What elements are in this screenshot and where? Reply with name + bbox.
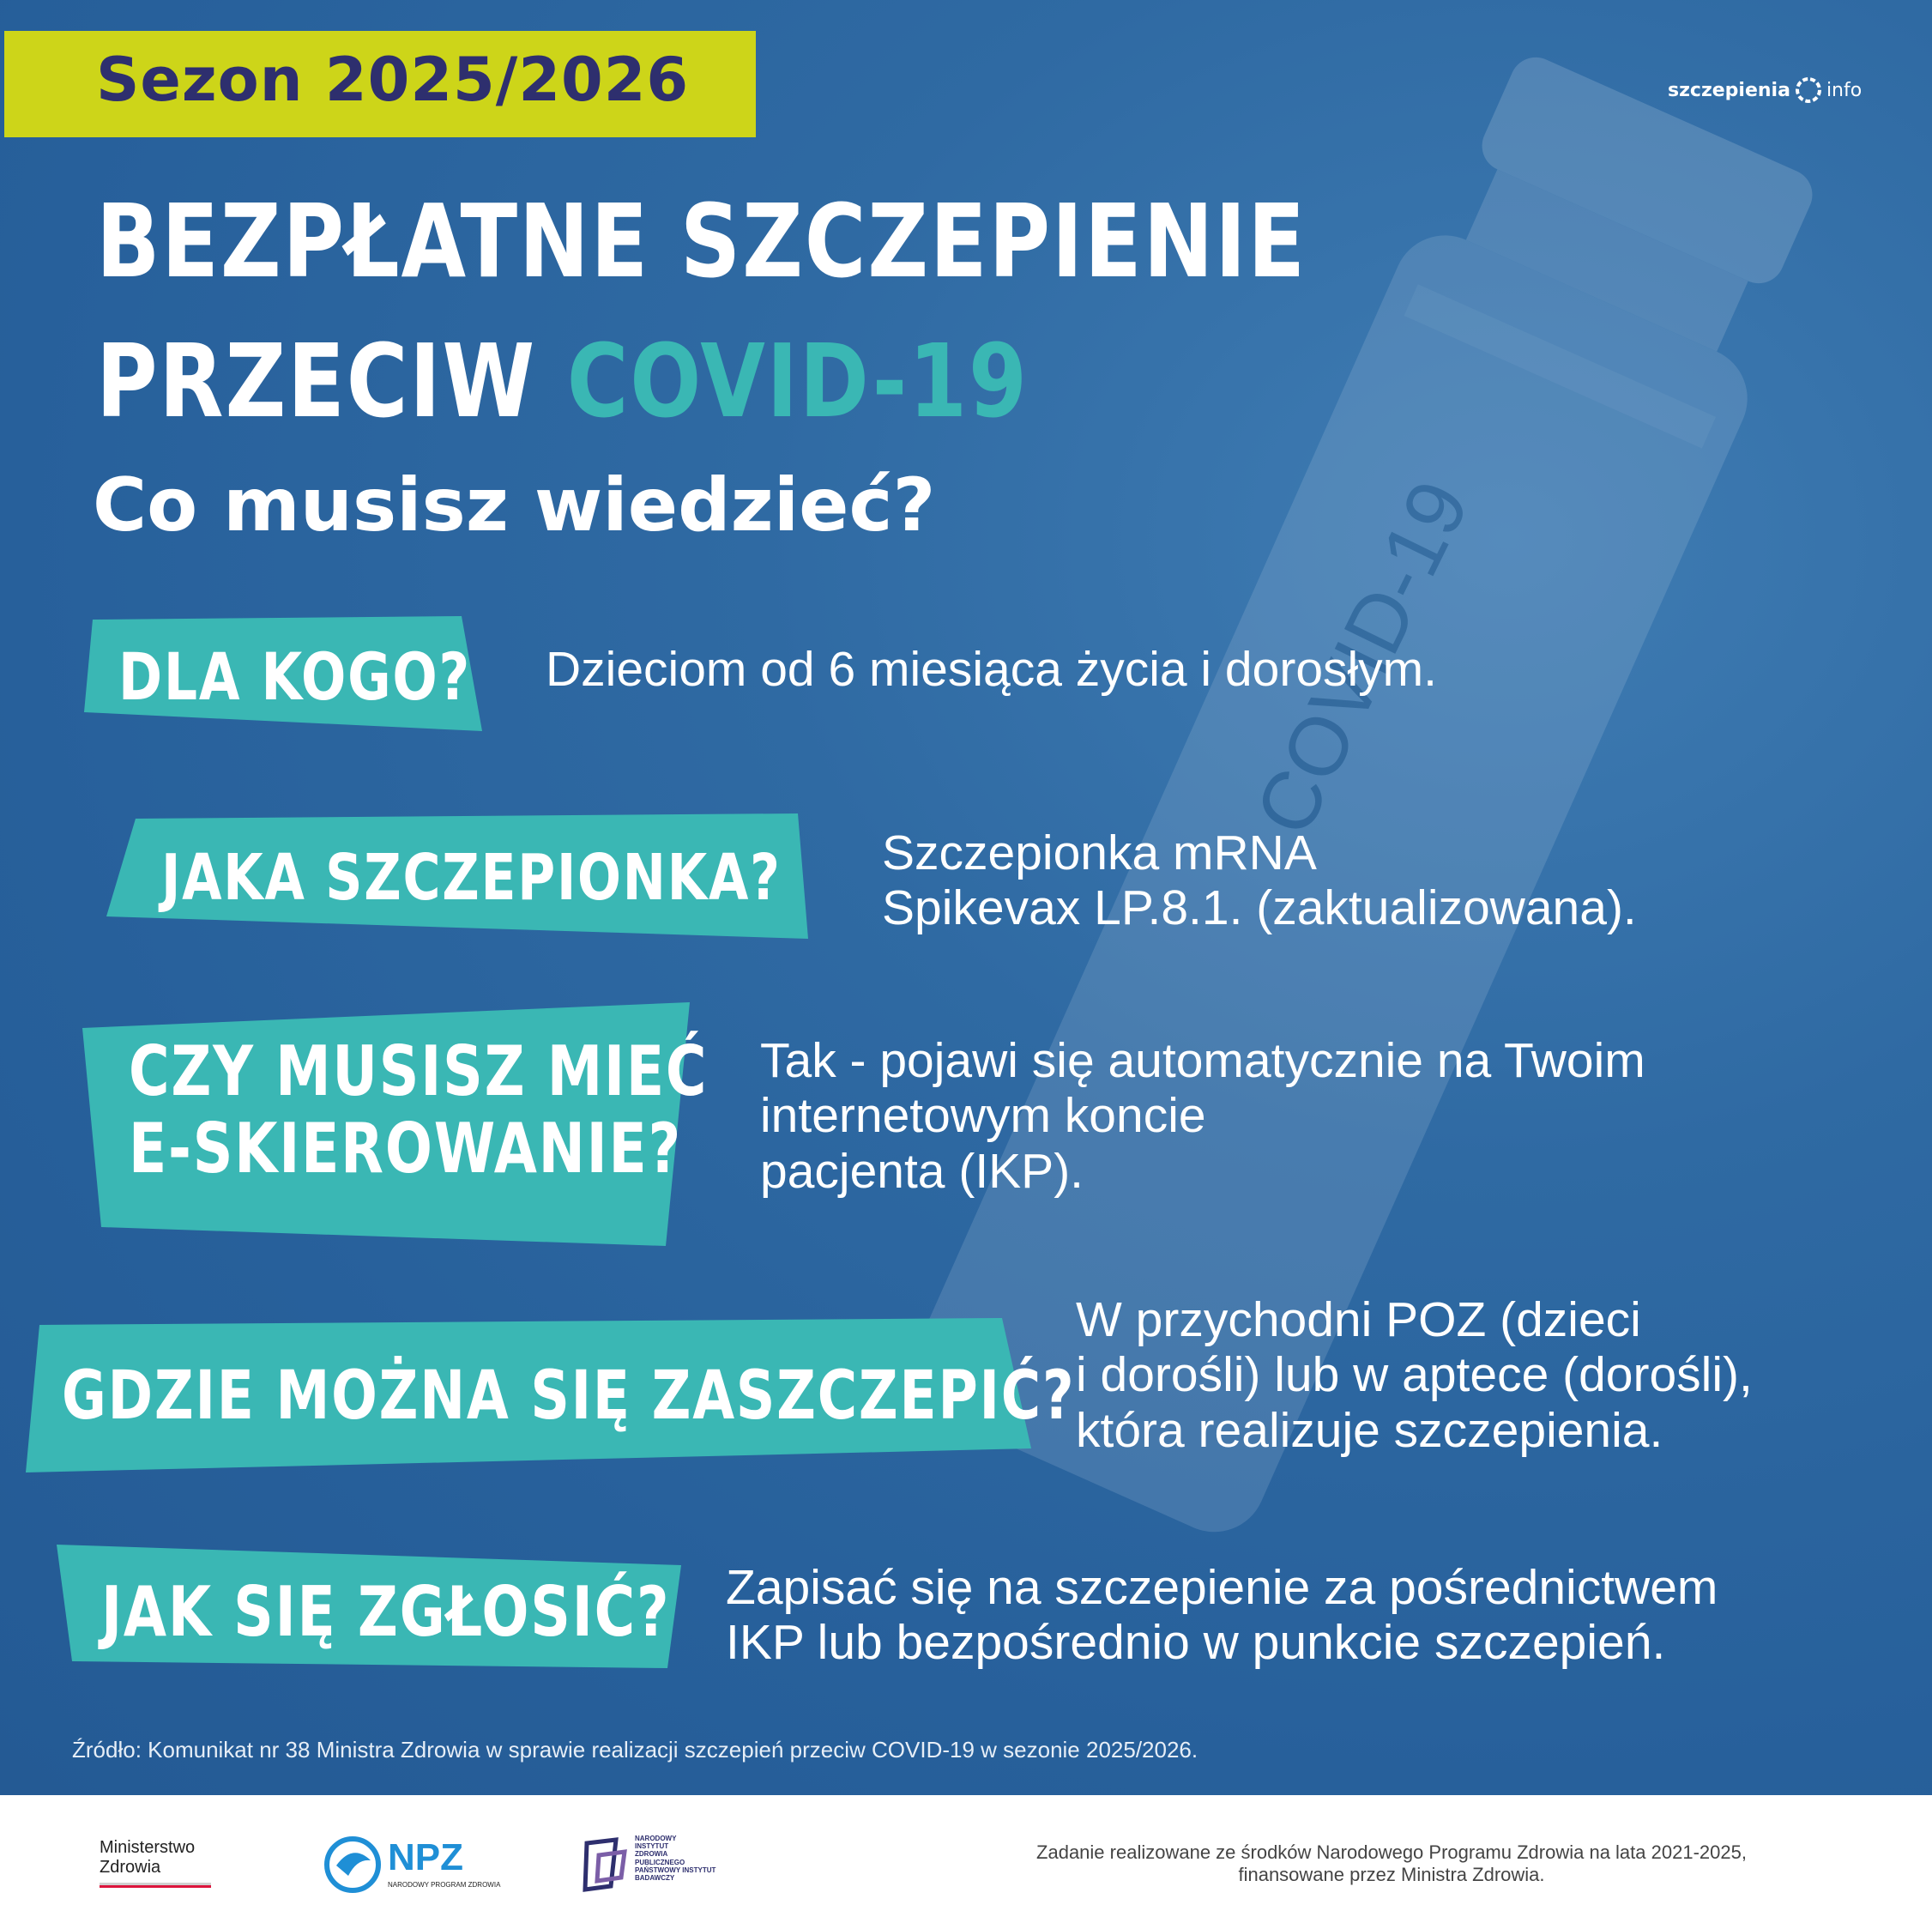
question-tag-where [26,1318,1076,1472]
institute-line: PUBLICZNEGO [635,1858,685,1866]
question-line: CZY MUSISZ MIEĆ [129,1031,709,1111]
headline-line1: BEZPŁATNE SZCZEPIENIE [96,182,1307,300]
ministry-name-line2: Zdrowia [100,1858,161,1877]
funding-note [963,1841,1820,1887]
answer-how-to-register [726,1560,1718,1671]
answer-line: Spikevax LP.8.1. (zaktualizowana). [882,880,1637,936]
npz-label: NPZ [388,1836,463,1878]
question-label [129,1033,708,1187]
answer-for-whom [546,642,1437,697]
question-line: E-SKIEROWANIE? [129,1108,683,1188]
season-label: Sezon 2025/2026 [96,45,690,115]
source-note: Źródło: Komunikat nr 38 Ministra Zdrowia w sprawie realizacji szczepień przeciw COVID-19 w sezonie 2025/2026. [72,1737,1198,1763]
answer-referral [760,1033,1645,1199]
headline-line2 [96,322,1029,440]
answer-where [1076,1292,1753,1458]
brand-logo[interactable] [1668,76,1862,105]
question-label: JAKA SZCZEPIONKA? [161,841,782,915]
brand-name: szczepienia [1668,79,1790,101]
answer-line: która realizuje szczepienia. [1076,1402,1663,1458]
question-tag-how-to-register [57,1545,683,1668]
funding-note-line1: Zadanie realizowane ze środków Narodowego Programu Zdrowia na lata 2021-2025, [1036,1841,1747,1863]
funding-note-line2: finansowane przez Ministra Zdrowia. [1238,1864,1545,1886]
institute-line: BADAWCZY [635,1873,675,1882]
answer-line: IKP lub bezpośrednio w punkcie szczepień. [726,1615,1666,1671]
institute-line: ZDROWIA [635,1850,668,1859]
npz-logo[interactable] [323,1835,501,1895]
question-tag-for-whom [84,616,484,735]
institute-line: NARODOWY [635,1835,677,1842]
institute-line: INSTYTUT [635,1842,669,1851]
answer-line: Zapisać się na szczepienie za pośrednictwem [726,1560,1718,1615]
answer-which-vaccine [882,825,1637,936]
npz-subtitle: NARODOWY PROGRAM ZDROWIA [388,1881,501,1889]
answer-line: Dzieciom od 6 miesiąca życia i dorosłym. [546,642,1437,697]
brand-ring-icon [1794,76,1823,105]
flag-stripe [100,1885,211,1888]
answer-line: W przychodni POZ (dzieci [1076,1292,1641,1347]
institute-name [635,1835,715,1882]
question-label: GDZIE MOŻNA SIĘ ZASZCZEPIĆ? [62,1358,1076,1435]
answer-line: i dorośli) lub w aptece (dorośli), [1076,1347,1753,1403]
question-label: DLA KOGO? [118,638,471,715]
headline-prefix: PRZECIW [96,322,567,440]
answer-line: Tak - pojawi się automatycznie na Twoim [760,1033,1645,1088]
subtitle: Co musisz wiedzieć? [93,463,936,548]
ministry-logo[interactable] [100,1838,211,1888]
vial-label: COVID-19 [1237,467,1487,850]
question-label: JAK SIĘ ZGŁOSIĆ? [101,1572,671,1652]
ministry-name-line1: Ministerstwo [100,1838,196,1857]
question-tag-which-vaccine [106,813,810,939]
npz-emblem-icon [323,1835,383,1895]
answer-line: internetowym koncie [760,1088,1206,1144]
footer [0,1795,1932,1929]
headline-accent: COVID-19 [566,322,1029,440]
institute-logo[interactable] [582,1833,719,1898]
institute-emblem-icon [582,1835,633,1895]
question-tag-referral [82,1002,709,1246]
brand-suffix: info [1826,79,1863,101]
answer-line: pacjenta (IKP). [760,1143,1084,1199]
institute-line: PAŃSTWOWY INSTYTUT [635,1866,716,1874]
answer-line: Szczepionka mRNA [882,825,1317,880]
